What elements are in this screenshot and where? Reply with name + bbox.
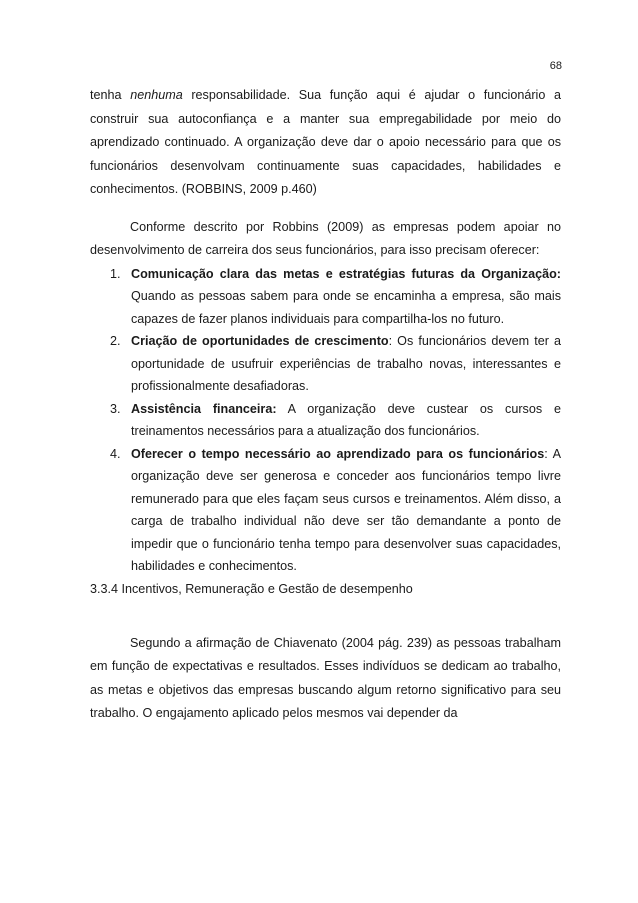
list-item-number: 1. <box>110 266 121 281</box>
career-support-list <box>90 263 561 578</box>
list-item-number: 4. <box>110 446 121 461</box>
para-text-rest: responsabilidade. Sua função aqui é ajudar o funcionário a construir sua autoconfiança e a manter sua empregabilidade por meio do aprendizado continuado. A organização deve dar o apoio necessário para que os funcionários desenvolvam continuamente suas capacidades, habilidades e conhecimentos. (ROBBINS, 2009 p.460) <box>90 88 562 196</box>
quote-continuation-paragraph <box>90 84 561 202</box>
page-number: 68 <box>549 60 562 72</box>
list-item-number: 2. <box>110 334 121 348</box>
list-item <box>90 443 561 578</box>
list-item-text: A organização deve custear os cursos e treinamentos necessários para a atualização dos funcionários. <box>131 401 561 438</box>
list-item-title: Assistência financeira: <box>131 401 277 416</box>
para-text-start: tenha <box>90 88 131 102</box>
list-item-text: : A organização deve ser generosa e conceder aos funcionários tempo livre remunerado para que eles façam seus cursos e treinamentos. Além disso, a carga de trabalho individual não deve ser tão demandante a ponto de impedir que o funcionário tenha tempo para desenvolver suas capacidades, habilidades e conhecimentos. <box>131 446 562 573</box>
list-item <box>90 263 561 331</box>
list-item-title: Oferecer o tempo necessário ao aprendizado para os funcionários <box>131 446 545 461</box>
para-emphasis: nenhuma <box>130 88 183 102</box>
list-item <box>90 330 561 398</box>
list-item <box>90 398 561 443</box>
list-item-title: Criação de oportunidades de crescimento <box>131 334 389 348</box>
list-item-number: 3. <box>110 401 121 416</box>
intro-paragraph: Conforme descrito por Robbins (2009) as empresas podem apoiar no desenvolvimento de carreira dos seus funcionários, para isso precisam oferecer: <box>90 219 561 257</box>
body-paragraph: Segundo a afirmação de Chiavenato (2004 pág. 239) as pessoas trabalham em função de expectativas e resultados. Esses indivíduos se dedicam ao trabalho, as metas e objetivos das empresas buscando algum retorno significativo para seu trabalho. O engajamento aplicado pelos mesmos vai depender da <box>90 635 561 720</box>
page-content <box>90 84 561 726</box>
list-item-text: : Os funcionários devem ter a oportunidade de usufruir experiências de trabalho novas, interessantes e profissionalmente desafiadoras. <box>131 334 561 393</box>
list-item-text: Quando as pessoas sabem para onde se encaminha a empresa, são mais capazes de fazer planos individuais para compartilha-los no futuro. <box>131 289 561 326</box>
section-heading: 3.3.4 Incentivos, Remuneração e Gestão de desempenho <box>90 581 413 596</box>
list-item-title: Comunicação clara das metas e estratégias futuras da Organização: <box>131 266 561 281</box>
